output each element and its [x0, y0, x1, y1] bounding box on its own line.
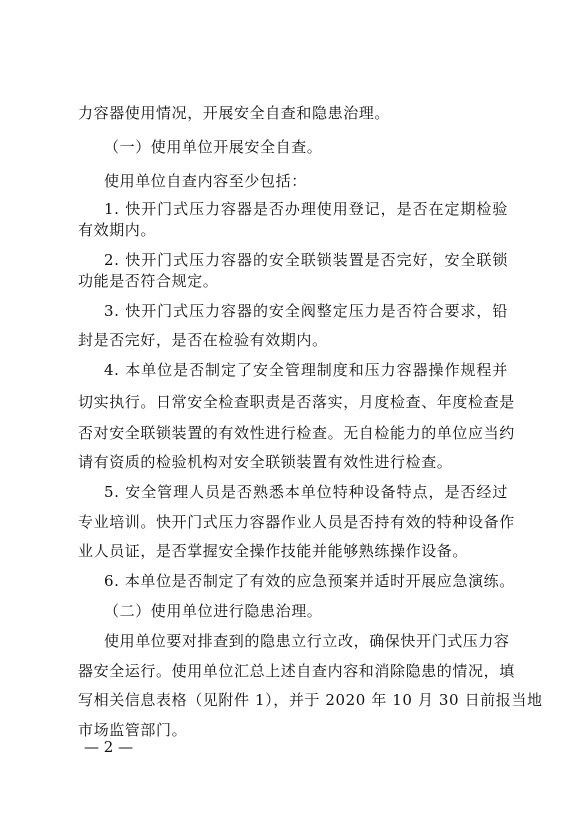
- list-item-line: 2. 快开门式压力容器的安全联锁装置是否完好，安全联锁: [104, 251, 508, 269]
- text-line: 力容器使用情况，开展安全自查和隐患治理。: [78, 104, 391, 122]
- text-line: 请有资质的检验机构对安全联锁装置有效性进行检查。: [78, 453, 453, 471]
- text-line: 写相关信息表格（见附件 1），并于 2020 年 10 月 30 日前报当地: [78, 691, 543, 709]
- list-item-line: 1. 快开门式压力容器是否办理使用登记，是否在定期检验: [104, 200, 508, 218]
- text-line: 有效期内。: [78, 221, 157, 239]
- section-heading: （二）使用单位进行隐患治理。: [104, 602, 323, 620]
- page-number: — 2 —: [84, 738, 134, 756]
- list-item-line: 3. 快开门式压力容器的安全阀整定压力是否符合要求，铅: [104, 302, 508, 320]
- text-line: 切实执行。日常安全检查职责是否落实，月度检查、年度检查是: [78, 393, 515, 411]
- list-item-line: 6. 本单位是否制定了有效的应急预案并适时开展应急演练。: [104, 572, 515, 590]
- text-line: 使用单位自查内容至少包括：: [104, 172, 307, 190]
- text-line: 否对安全联锁装置的有效性进行检查。无自检能力的单位应当约: [78, 424, 515, 442]
- text-line: 器安全运行。使用单位汇总上述自查内容和消除隐患的情况，填: [78, 662, 515, 680]
- list-item-line: 4. 本单位是否制定了安全管理制度和压力容器操作规程并: [104, 361, 508, 379]
- text-line: 市场监管部门。: [78, 721, 188, 739]
- list-item-line: 5. 安全管理人员是否熟悉本单位特种设备特点，是否经过: [104, 483, 508, 501]
- text-line: 专业培训。快开门式压力容器作业人员是否持有效的特种设备作: [78, 513, 515, 531]
- text-line: 业人员证，是否掌握安全操作技能并能够熟练操作设备。: [78, 542, 469, 560]
- section-heading: （一）使用单位开展安全自查。: [104, 138, 323, 156]
- text-line: 功能是否符合规定。: [78, 272, 219, 290]
- text-line: 使用单位要对排查到的隐患立行立改，确保快开门式压力容: [104, 632, 510, 650]
- text-line: 封是否完好，是否在检验有效期内。: [78, 331, 328, 349]
